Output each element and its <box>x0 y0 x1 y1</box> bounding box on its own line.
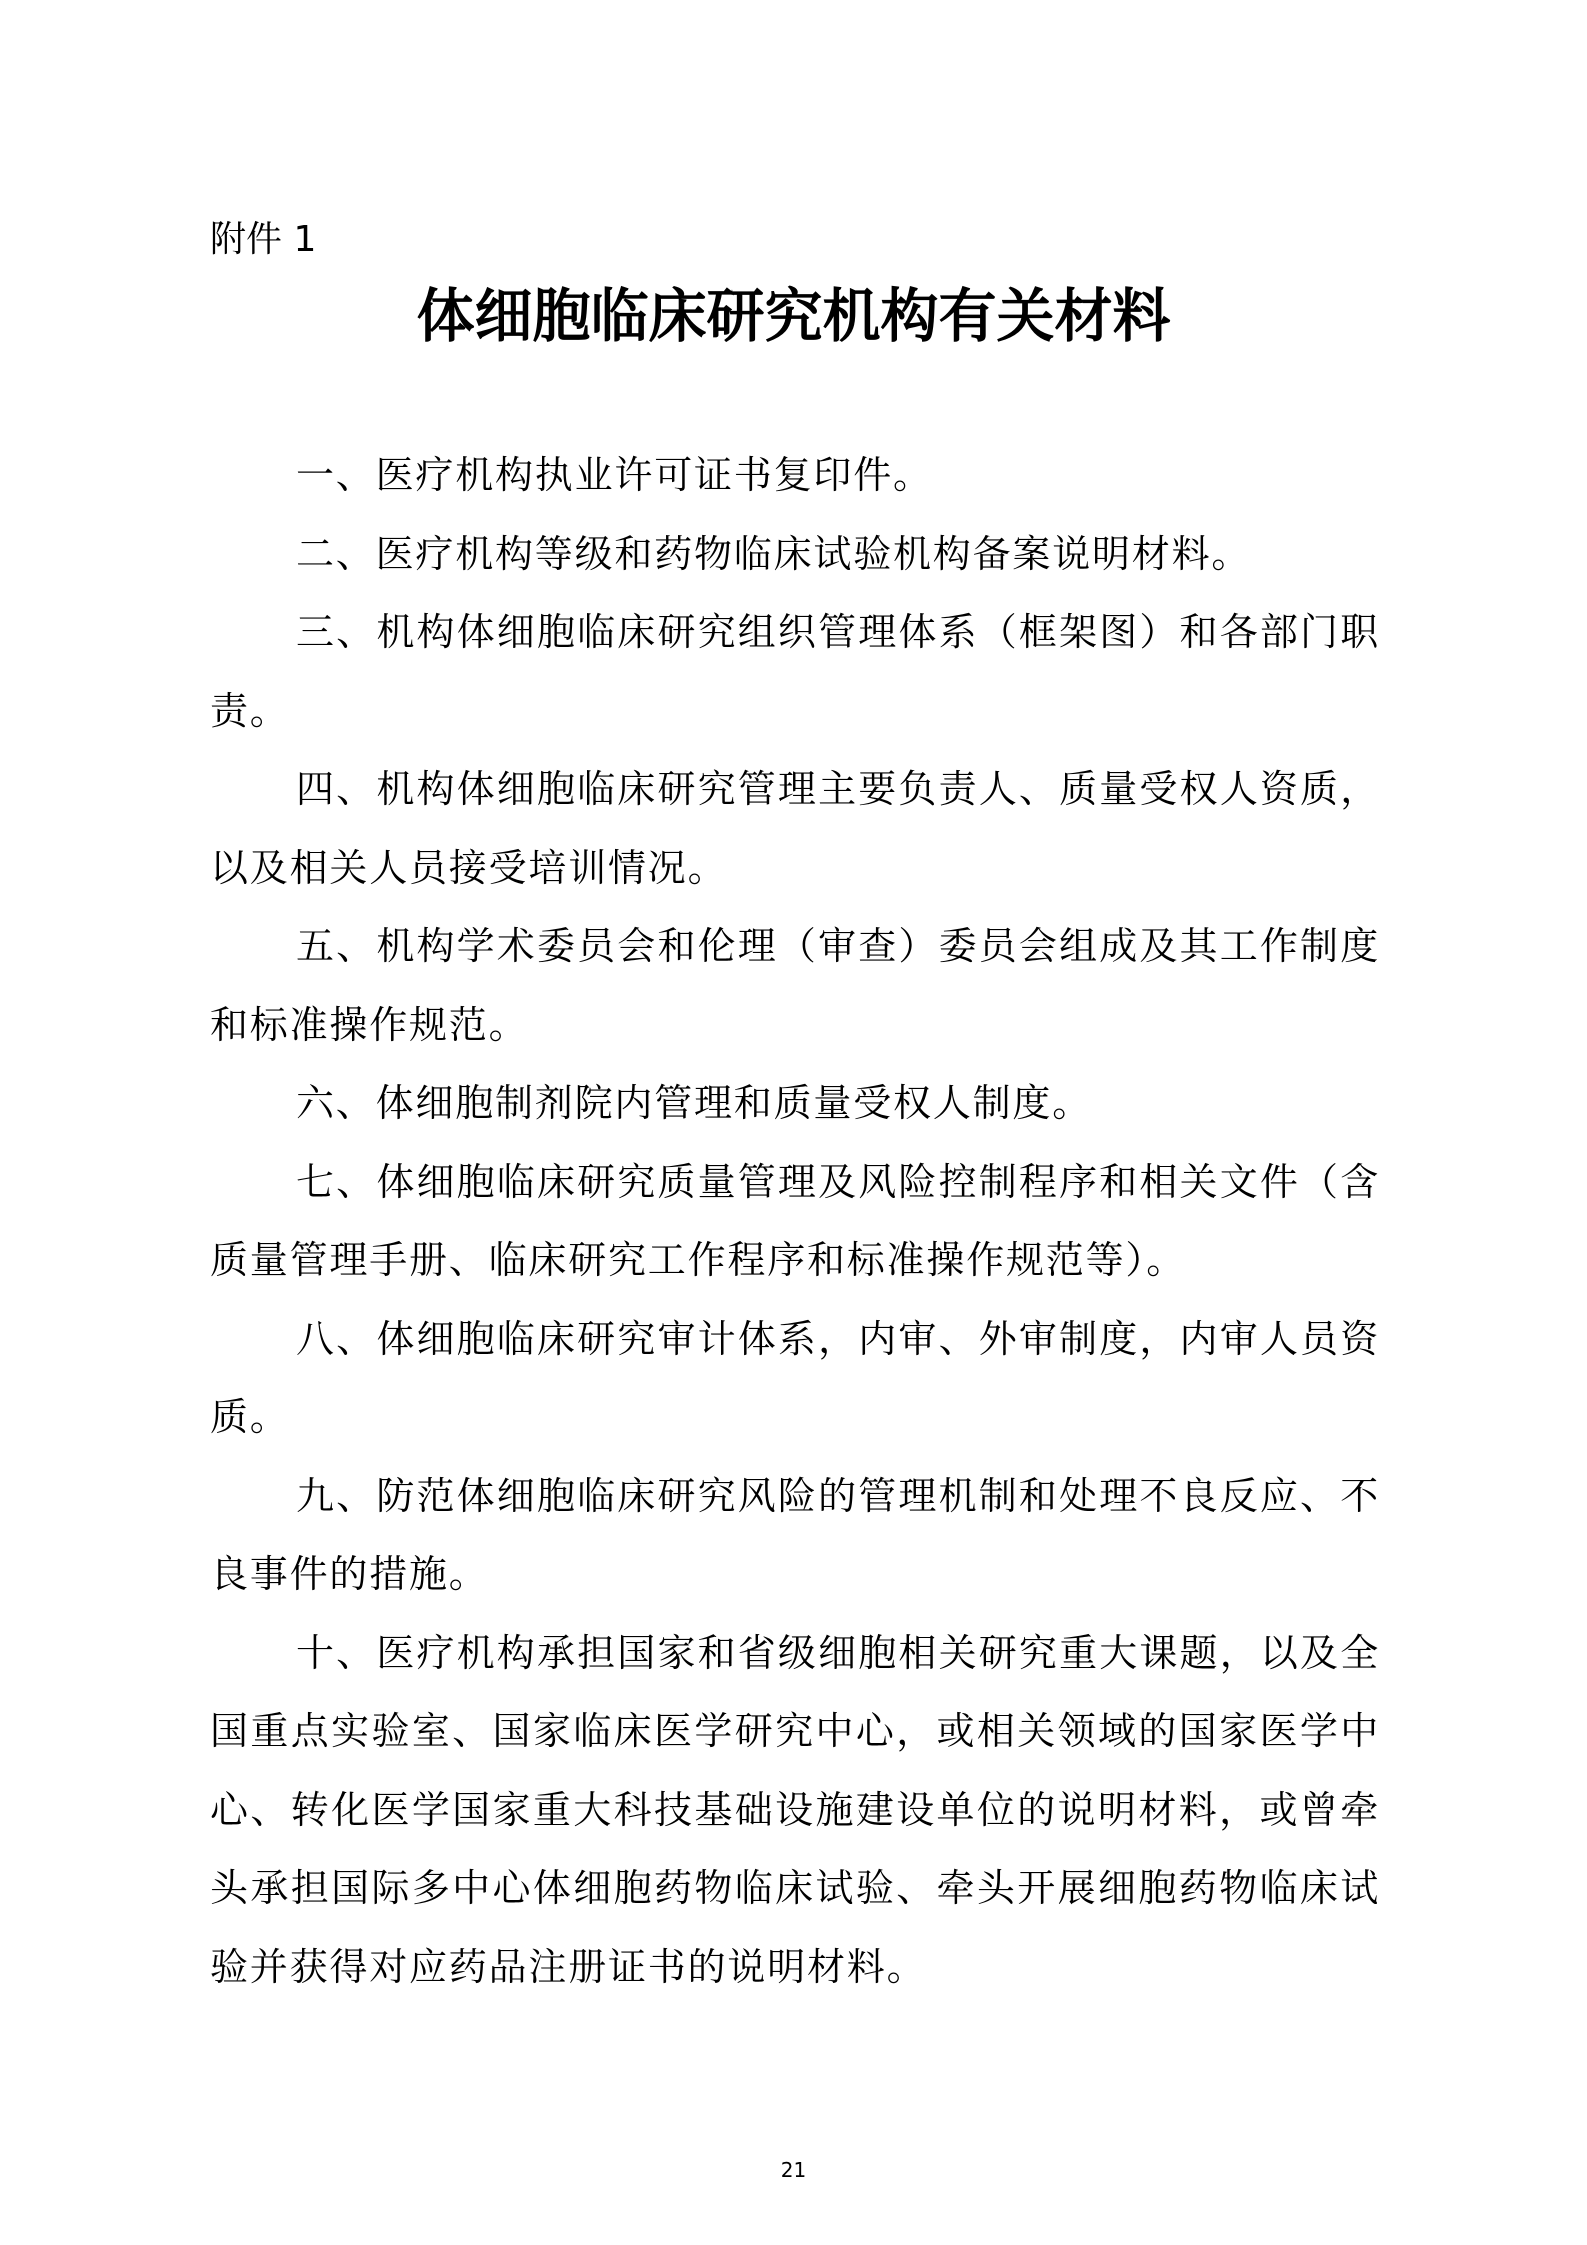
paragraph-item-1: 一、医疗机构执业许可证书复印件。 <box>296 453 933 497</box>
paragraph-item-10: 十、医疗机构承担国家和省级细胞相关研究重大课题，以及全国重点实验室、国家临床医学研究中心，或相关领域的国家医学中心、转化医学国家重大科技基础设施建设单位的说明材料，或曾牵头承担国际多中心体细胞药物临床试验、牵头开展细胞药物临床试验并获得对应药品注册证书的说明材料。 <box>210 1630 1380 1989</box>
paragraph-item-2: 二、医疗机构等级和药物临床试验机构备案说明材料。 <box>296 531 1252 576</box>
page-number: 21 <box>780 2158 807 2182</box>
paragraph-item-4: 四、机构体细胞临床研究管理主要负责人、质量受权人资质，以及相关人员接受培训情况。 <box>210 767 1380 890</box>
paragraph-item-7: 七、体细胞临床研究质量管理及风险控制程序和相关文件（含质量管理手册、临床研究工作程序和标准操作规范等）。 <box>210 1159 1380 1282</box>
paragraph-item-8: 八、体细胞临床研究审计体系，内审、外审制度，内审人员资质。 <box>210 1316 1380 1439</box>
document-body <box>210 436 1380 2006</box>
attachment-label: 附件 1 <box>210 219 317 260</box>
paragraph-item-9: 九、防范体细胞临床研究风险的管理机制和处理不良反应、不良事件的措施。 <box>210 1473 1380 1596</box>
page-title: 体细胞临床研究机构有关材料 <box>416 282 1171 350</box>
paragraph-item-6: 六、体细胞制剂院内管理和质量受权人制度。 <box>296 1081 1093 1125</box>
paragraph-item-5: 五、机构学术委员会和伦理（审查）委员会组成及其工作制度和标准操作规范。 <box>210 924 1380 1047</box>
paragraph-item-3: 三、机构体细胞临床研究组织管理体系（框架图）和各部门职责。 <box>210 610 1380 733</box>
